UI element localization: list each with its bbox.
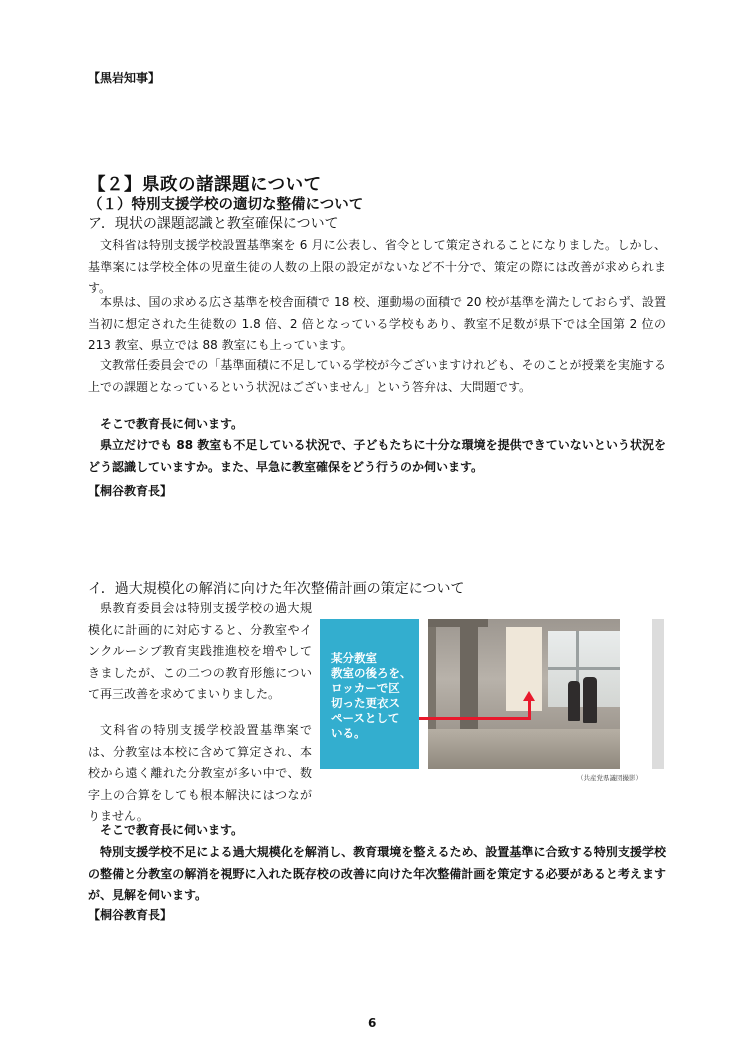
topic-b-paragraph-1: 県教育委員会は特別支援学校の過大規模化に計画的に対応すると、分教室やインクルーシブ教育実践推進校を増やしてきましたが、この二つの教育形態について再三改善を求めてまいりました。 <box>88 601 312 701</box>
arrow-line <box>419 717 531 720</box>
arrow-head <box>523 691 535 701</box>
arrow-line-vertical <box>528 699 531 720</box>
sub-heading: （１）特別支援学校の適切な整備について <box>88 197 364 213</box>
classroom-photo-figure <box>320 619 664 769</box>
topic-b-question-lead: そこで教育長に伺います。 <box>100 823 244 837</box>
section-heading: 【２】県政の諸課題について <box>88 175 322 195</box>
topic-a-question: 県立だけでも 88 教室も不足している状況で、子どもたちに十分な環境を提供できていないという状況をどう認識していますか。また、早急に教室確保をどう行うのか伺います。 <box>88 438 666 474</box>
topic-a-paragraph-2: 本県は、国の求める広さ基準を校舎面積で 18 校、運動場の面積で 20 校が基準を満たしておらず、設置当初に想定された生徒数の 1.8 倍、2 倍となっている学校もあり、教室不足数が県下では全国第 2 位の 213 教室、県立では 88 教室にも上っています。 <box>88 295 666 352</box>
topic-a-heading: ア．現状の課題認識と教室確保について <box>88 216 339 232</box>
photo-label: 某分教室 教室の後ろを、 ロッカーで区 切った更衣ス ペースとして いる。 <box>320 619 419 769</box>
page-number: 6 <box>368 1016 377 1030</box>
topic-a-paragraph-3: 文教常任委員会での「基準面積に不足している学校が今ございますけれども、そのことが授業を実施する上での課題となっているという状況はございません」という答弁は、大問題です。 <box>88 358 666 394</box>
topic-a-question-lead: そこで教育長に伺います。 <box>100 417 244 431</box>
topic-b-paragraph-2: 文科省の特別支援学校設置基準案では、分教室は本校に含めて算定され、本校から遠く離れた分教室が多い中で、数字上の合算をしても根本解決にはつながりません。 <box>88 723 312 823</box>
photo-caption: （共産党県議団撮影） <box>577 774 642 782</box>
topic-b-heading: イ．過大規模化の解消に向けた年次整備計画の策定について <box>88 581 465 597</box>
topic-b-question: 特別支援学校不足による過大規模化を解消し、教育環境を整えるため、設置基準に合致する特別支援学校の整備と分教室の解消を視野に入れた既存校の改善に向けた年次整備計画を策定する必要があると考えますが、見解を伺います。 <box>88 845 666 902</box>
speaker-label-superintendent: 【桐谷教育長】 <box>88 484 173 498</box>
topic-a-paragraph-1: 文科省は特別支援学校設置基準案を 6 月に公表し、省令として策定されることになりました。しかし、基準案には学校全体の児童生徒の人数の上限の設定がないなど不十分で、策定の際には改善が求められます。 <box>88 238 666 295</box>
side-bar <box>652 619 664 769</box>
speaker-label-governor: 【黒岩知事】 <box>88 71 161 85</box>
speaker-label-superintendent-2: 【桐谷教育長】 <box>88 908 173 922</box>
